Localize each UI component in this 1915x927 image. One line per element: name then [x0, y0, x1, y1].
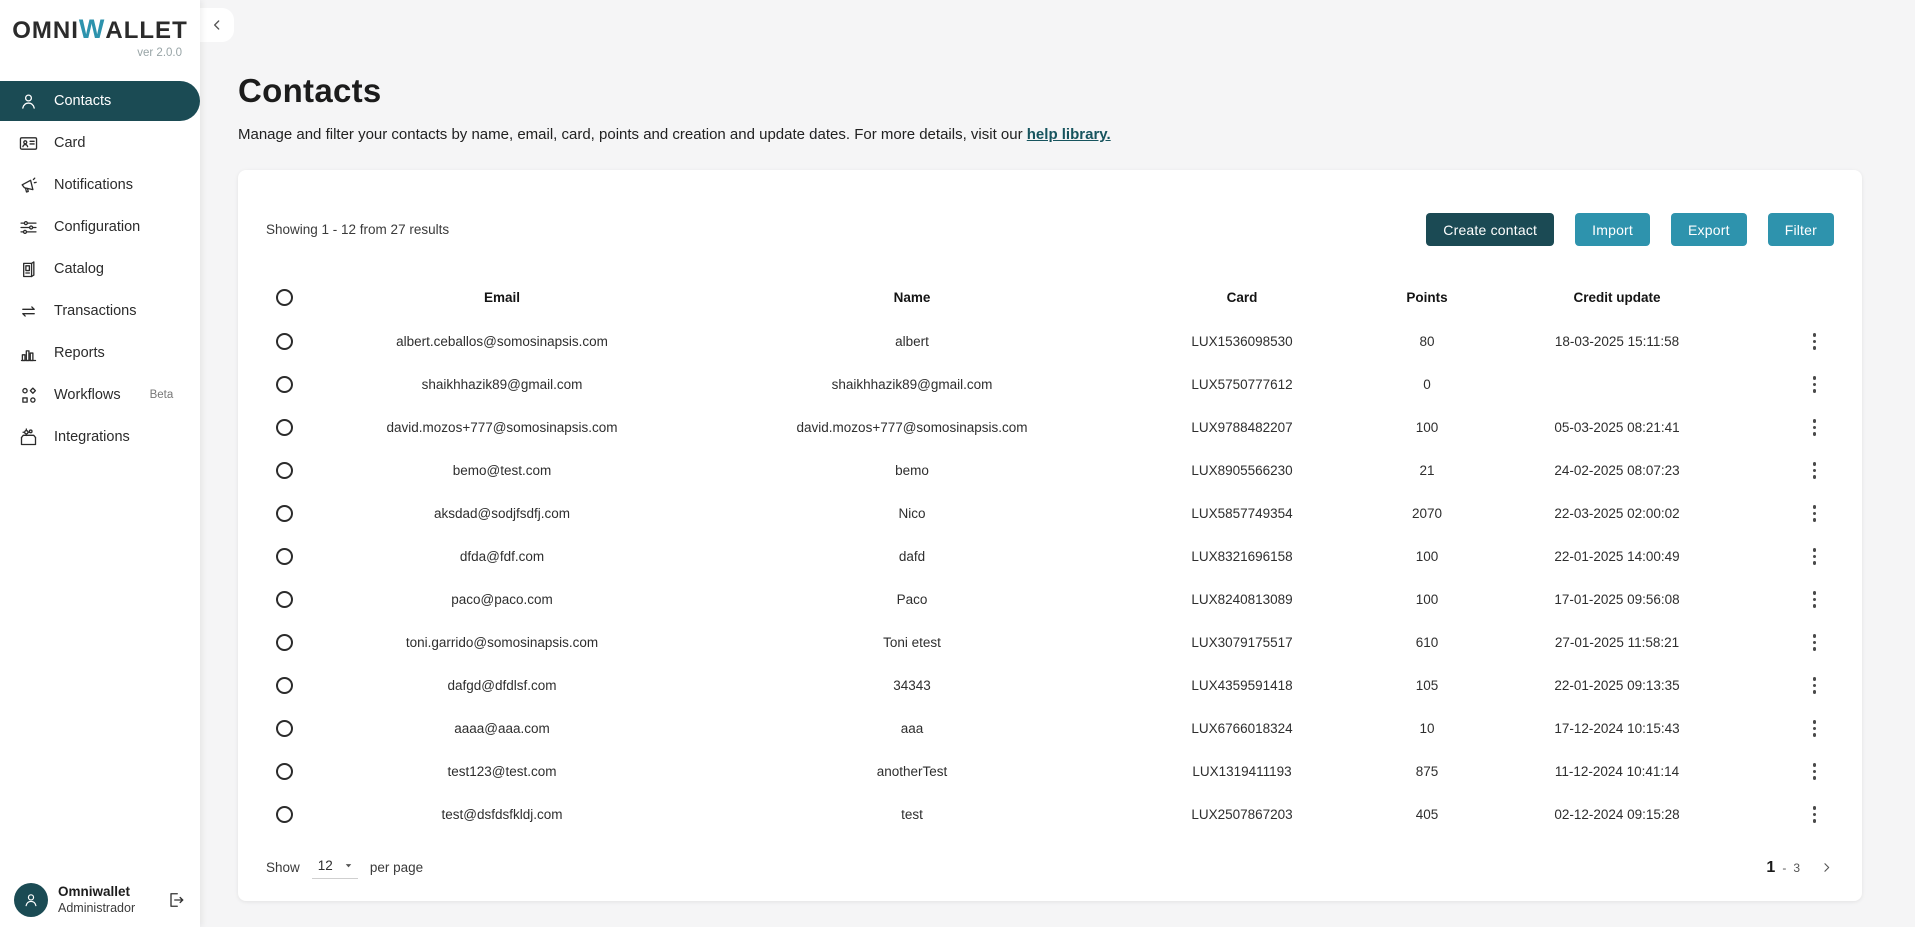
row-checkbox[interactable] — [276, 376, 293, 393]
cell-credit-update: 22-01-2025 14:00:49 — [1554, 549, 1680, 564]
cell-card: LUX2507867203 — [1191, 807, 1293, 822]
cell-card: LUX8240813089 — [1191, 592, 1293, 607]
table-row — [266, 793, 1834, 836]
pagination — [1766, 859, 1834, 877]
row-actions-kebab-icon[interactable] — [1809, 630, 1821, 655]
toolbar-buttons — [1426, 213, 1834, 246]
sidebar-item-card[interactable] — [0, 123, 200, 163]
cell-points: 100 — [1415, 592, 1439, 607]
cell-name: Toni etest — [883, 635, 941, 650]
row-actions-kebab-icon[interactable] — [1809, 544, 1821, 569]
table-row — [266, 449, 1834, 492]
row-checkbox[interactable] — [276, 462, 293, 479]
sidebar-item-label: Integrations — [54, 429, 130, 445]
beta-badge: Beta — [149, 389, 174, 401]
cell-credit-update: 27-01-2025 11:58:21 — [1554, 635, 1680, 650]
column-header-points: Points — [1406, 289, 1448, 305]
cell-points: 0 — [1423, 377, 1431, 392]
row-actions-kebab-icon[interactable] — [1809, 415, 1821, 440]
bar-chart-icon — [17, 342, 39, 364]
main-content — [200, 0, 1915, 927]
table-row — [266, 363, 1834, 406]
row-checkbox[interactable] — [276, 720, 293, 737]
sidebar-item-label: Configuration — [54, 219, 141, 235]
sidebar-item-integrations[interactable] — [0, 417, 200, 457]
transfer-arrows-icon — [17, 300, 39, 322]
sidebar-item-contacts[interactable] — [0, 81, 200, 121]
cell-points: 2070 — [1411, 506, 1443, 521]
sidebar-collapse-button[interactable] — [200, 8, 234, 42]
table-row — [266, 621, 1834, 664]
chevron-right-icon — [1819, 860, 1834, 875]
per-page-value: 12 — [317, 858, 333, 873]
row-actions-kebab-icon[interactable] — [1809, 329, 1821, 354]
table-row — [266, 750, 1834, 793]
sidebar-item-label: Catalog — [54, 261, 104, 277]
row-checkbox[interactable] — [276, 333, 293, 350]
export-button[interactable]: Export — [1671, 213, 1747, 246]
cell-points: 21 — [1419, 463, 1435, 478]
cell-email: bemo@test.com — [452, 463, 552, 478]
row-actions-kebab-icon[interactable] — [1809, 458, 1821, 483]
sidebar-item-label: Transactions — [54, 303, 137, 319]
column-header-name: Name — [893, 289, 931, 305]
page-description — [238, 126, 1862, 143]
cell-card: LUX6766018324 — [1191, 721, 1293, 736]
cell-card: LUX3079175517 — [1191, 635, 1293, 650]
row-actions-kebab-icon[interactable] — [1809, 372, 1821, 397]
table-row — [266, 535, 1834, 578]
cell-email: aaaa@aaa.com — [454, 721, 550, 736]
cell-email: paco@paco.com — [451, 592, 553, 607]
cell-name: 34343 — [893, 678, 931, 693]
create-contact-button[interactable]: Create contact — [1426, 213, 1554, 246]
table-row — [266, 320, 1834, 363]
person-icon — [17, 90, 39, 112]
cell-points: 610 — [1415, 635, 1439, 650]
cell-points: 405 — [1415, 807, 1439, 822]
cell-card: LUX5857749354 — [1191, 506, 1293, 521]
select-all-checkbox[interactable] — [276, 289, 293, 306]
row-actions-kebab-icon[interactable] — [1809, 673, 1821, 698]
cell-points: 100 — [1415, 420, 1439, 435]
row-checkbox[interactable] — [276, 763, 293, 780]
cell-points: 80 — [1419, 334, 1435, 349]
cell-email: shaikhhazik89@gmail.com — [421, 377, 583, 392]
cell-credit-update: 05-03-2025 08:21:41 — [1554, 420, 1680, 435]
sidebar-item-label: Workflows — [54, 387, 121, 403]
sidebar-item-workflows[interactable] — [0, 375, 200, 415]
show-label: Show — [266, 860, 300, 875]
cell-name: Nico — [898, 506, 926, 521]
cell-card: LUX9788482207 — [1191, 420, 1293, 435]
sidebar-item-label: Reports — [54, 345, 105, 361]
total-pages: 3 — [1793, 860, 1800, 875]
current-page: 1 — [1766, 858, 1776, 876]
table-footer — [266, 856, 1834, 879]
cell-credit-update: 17-01-2025 09:56:08 — [1554, 592, 1680, 607]
row-actions-kebab-icon[interactable] — [1809, 501, 1821, 526]
logo-text-prefix: OMNI — [12, 17, 79, 44]
contacts-table — [266, 274, 1834, 836]
cell-name: Paco — [896, 592, 928, 607]
cell-credit-update: 24-02-2025 08:07:23 — [1554, 463, 1680, 478]
import-button[interactable]: Import — [1575, 213, 1650, 246]
cell-points: 10 — [1419, 721, 1435, 736]
user-name: Omniwallet — [58, 883, 131, 899]
filter-button[interactable]: Filter — [1768, 213, 1834, 246]
cell-credit-update: 11-12-2024 10:41:14 — [1554, 764, 1680, 779]
page-description-text: Manage and filter your contacts by name, email, card, points and creation and update dates. For more details, visit our — [238, 126, 1027, 143]
cell-email: test123@test.com — [447, 764, 557, 779]
sidebar — [0, 0, 200, 927]
contacts-card — [238, 170, 1862, 901]
cell-name: dafd — [898, 549, 926, 564]
results-count: Showing 1 - 12 from 27 results — [266, 222, 450, 237]
sidebar-item-label: Notifications — [54, 177, 133, 193]
cell-card: LUX1536098530 — [1191, 334, 1293, 349]
megaphone-icon — [17, 174, 39, 196]
catalog-icon — [17, 258, 39, 280]
cell-name: david.mozos+777@somosinapsis.com — [796, 420, 1028, 435]
cell-credit-update: 17-12-2024 10:15:43 — [1554, 721, 1680, 736]
cell-points: 875 — [1415, 764, 1439, 779]
sidebar-item-label: Contacts — [54, 93, 112, 109]
row-actions-kebab-icon[interactable] — [1809, 759, 1821, 784]
cell-name: aaa — [900, 721, 924, 736]
per-page-label: per page — [369, 860, 424, 875]
workflow-icon — [17, 384, 39, 406]
next-page-button[interactable] — [1819, 860, 1834, 875]
sidebar-item-catalog[interactable] — [0, 249, 200, 289]
logout-icon[interactable] — [166, 890, 186, 910]
table-row — [266, 492, 1834, 535]
cell-email: david.mozos+777@somosinapsis.com — [386, 420, 618, 435]
row-actions-kebab-icon[interactable] — [1809, 587, 1821, 612]
table-row — [266, 406, 1834, 449]
cell-name: albert — [895, 334, 929, 349]
row-actions-kebab-icon[interactable] — [1809, 716, 1821, 741]
cell-credit-update: 18-03-2025 15:11:58 — [1554, 334, 1680, 349]
cell-email: dafgd@dfdlsf.com — [447, 678, 557, 693]
cell-email: albert.ceballos@somosinapsis.com — [396, 334, 608, 349]
per-page-select[interactable] — [312, 856, 358, 879]
cell-card: LUX1319411193 — [1192, 764, 1292, 779]
cell-name: test — [901, 807, 923, 822]
app-version: ver 2.0.0 — [137, 47, 182, 59]
sidebar-nav — [0, 81, 200, 457]
page-title: Contacts — [238, 72, 382, 109]
row-checkbox[interactable] — [276, 634, 293, 651]
column-header-card: Card — [1226, 289, 1258, 305]
cell-credit-update: 02-12-2024 09:15:28 — [1554, 807, 1680, 822]
chevron-left-icon — [209, 17, 225, 33]
sidebar-item-notifications[interactable] — [0, 165, 200, 205]
integrations-icon — [17, 426, 39, 448]
cell-card: LUX8321696158 — [1191, 549, 1293, 564]
table-row — [266, 578, 1834, 621]
row-checkbox[interactable] — [276, 806, 293, 823]
row-actions-kebab-icon[interactable] — [1809, 802, 1821, 827]
cell-name: shaikhhazik89@gmail.com — [831, 377, 993, 392]
sliders-icon — [17, 216, 39, 238]
cell-card: LUX5750777612 — [1191, 377, 1293, 392]
cell-email: aksdad@sodjfsdfj.com — [433, 506, 570, 521]
select-all-cell — [266, 289, 302, 306]
cell-name: bemo — [895, 463, 929, 478]
cell-points: 105 — [1415, 678, 1439, 693]
logo-text-accent: W — [78, 14, 106, 44]
row-checkbox[interactable] — [276, 419, 293, 436]
sidebar-item-transactions[interactable] — [0, 291, 200, 331]
table-row — [266, 707, 1834, 750]
cell-email: toni.garrido@somosinapsis.com — [405, 635, 599, 650]
table-row — [266, 664, 1834, 707]
user-role: Administrador — [58, 900, 136, 915]
column-header-email: Email — [483, 289, 521, 305]
sidebar-item-label: Card — [54, 135, 86, 151]
column-header-credit-update: Credit update — [1573, 289, 1661, 305]
toolbar — [266, 170, 1834, 246]
page-separator: - — [1782, 860, 1787, 875]
user-info — [58, 884, 135, 917]
app-logo — [0, 0, 200, 45]
row-checkbox[interactable] — [276, 591, 293, 608]
cell-name: anotherTest — [876, 764, 948, 779]
cell-credit-update: 22-01-2025 09:13:35 — [1554, 678, 1680, 693]
avatar — [14, 883, 48, 917]
cell-card: LUX4359591418 — [1191, 678, 1293, 693]
logo-text-suffix: ALLET — [105, 17, 188, 44]
row-checkbox[interactable] — [276, 677, 293, 694]
cell-email: test@dsfdsfkldj.com — [441, 807, 563, 822]
row-checkbox[interactable] — [276, 548, 293, 565]
cell-points: 100 — [1415, 549, 1439, 564]
cell-credit-update: 22-03-2025 02:00:02 — [1554, 506, 1680, 521]
user-block — [0, 883, 200, 917]
row-checkbox[interactable] — [276, 505, 293, 522]
id-card-icon — [17, 132, 39, 154]
sidebar-item-reports[interactable] — [0, 333, 200, 373]
cell-card: LUX8905566230 — [1191, 463, 1293, 478]
help-library-link[interactable]: help library. — [1026, 126, 1111, 143]
chevron-down-icon — [343, 860, 354, 871]
table-body — [266, 320, 1834, 836]
sidebar-item-configuration[interactable] — [0, 207, 200, 247]
table-header — [266, 274, 1834, 320]
cell-email: dfda@fdf.com — [459, 549, 545, 564]
